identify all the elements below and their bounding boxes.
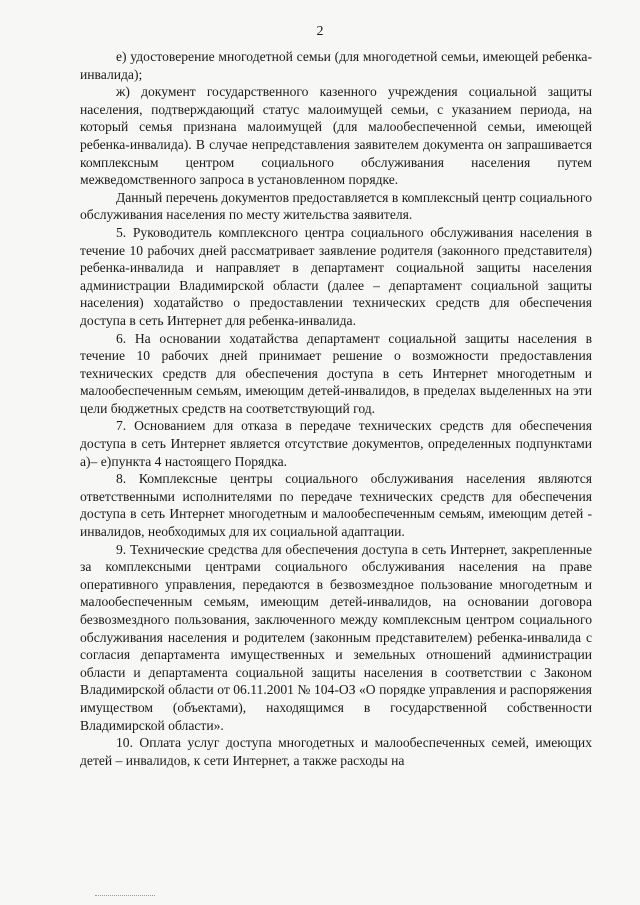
scan-artifact [95, 895, 155, 899]
paragraph-7: 7. Основанием для отказа в передаче технических средств для обеспечения доступа в сеть Интернет является отсутствие документов, определенных подпунктами а)– е)пункта 4 настоящего Порядка. [80, 418, 592, 469]
paragraph-9: 9. Технические средства для обеспечения доступа в сеть Интернет, закрепленные за комплексными центрами социального обслуживания населения на праве оперативного управления, передаются в безвозмездное пользование многодетным и малообеспеченным семьям, имеющим детей-инвалидов, на основании договора безвозмездного пользования, заключенного между комплексным центром социального обслуживания населения и родителем (законным представителем) ребенка-инвалида с согласия департамента имущественных и земельных отношений администрации области и департамента социальной защиты населения в соответствии с Законом Владимирской области от 06.11.2001 № 104-ОЗ «О порядке управления и распоряжения имуществом (объектами), находящимся в государственной собственности Владимирской области». [80, 541, 592, 733]
paragraph-document-list: Данный перечень документов предоставляется в комплексный центр социального обслуживания населения по месту жительства заявителя. [80, 189, 592, 223]
paragraph-item-zh: ж) документ государственного казенного учреждения социальной защиты населения, подтверждающий статус малоимущей семьи, с указанием периода, на который семья признана малоимущей (для малообеспеченной семьи, имеющей ребенка-инвалида). В случае непредставления заявителем документа он запрашивается комплексным центром социального обслуживания населения путем межведомственного запроса в установленном порядке. [80, 84, 592, 188]
page-number: 2 [316, 24, 324, 39]
paragraph-10: 10. Оплата услуг доступа многодетных и малообеспеченных семей, имеющих детей – инвалидов, к сети Интернет, а также расходы на [80, 735, 592, 768]
paragraph-6: 6. На основании ходатайства департамент социальной защиты населения в течение 10 рабочих дней принимает решение о возможности предоставления технических средств для обеспечения доступа в сеть Интернет многодетным и малообеспеченным семьям, имеющим детей-инвалидов, в пределах выделенных на эти цели бюджетных средств на соответствующий год. [80, 330, 592, 416]
paragraph-8: 8. Комплексные центры социального обслуживания населения являются ответственными исполнителями по передаче технических средств для обеспечения доступа в сеть Интернет многодетным и малообеспеченным семьям, имеющим детей - инвалидов, необходимых для их социальной адаптации. [80, 471, 592, 540]
paragraph-5: 5. Руководитель комплексного центра социального обслуживания населения в течение 10 рабочих дней рассматривает заявление родителя (законного представителя) ребенка-инвалида и направляет в департамент социальной защиты населения администрации Владимирской области (далее – департамент социальной защиты населения) ходатайство о предоставлении технических средств для обеспечения доступа в сеть Интернет для ребенка-инвалида. [80, 224, 592, 328]
document-body [80, 48, 592, 769]
paragraph-item-e: е) удостоверение многодетной семьи (для многодетной семьи, имеющей ребенка-инвалида); [80, 49, 592, 82]
